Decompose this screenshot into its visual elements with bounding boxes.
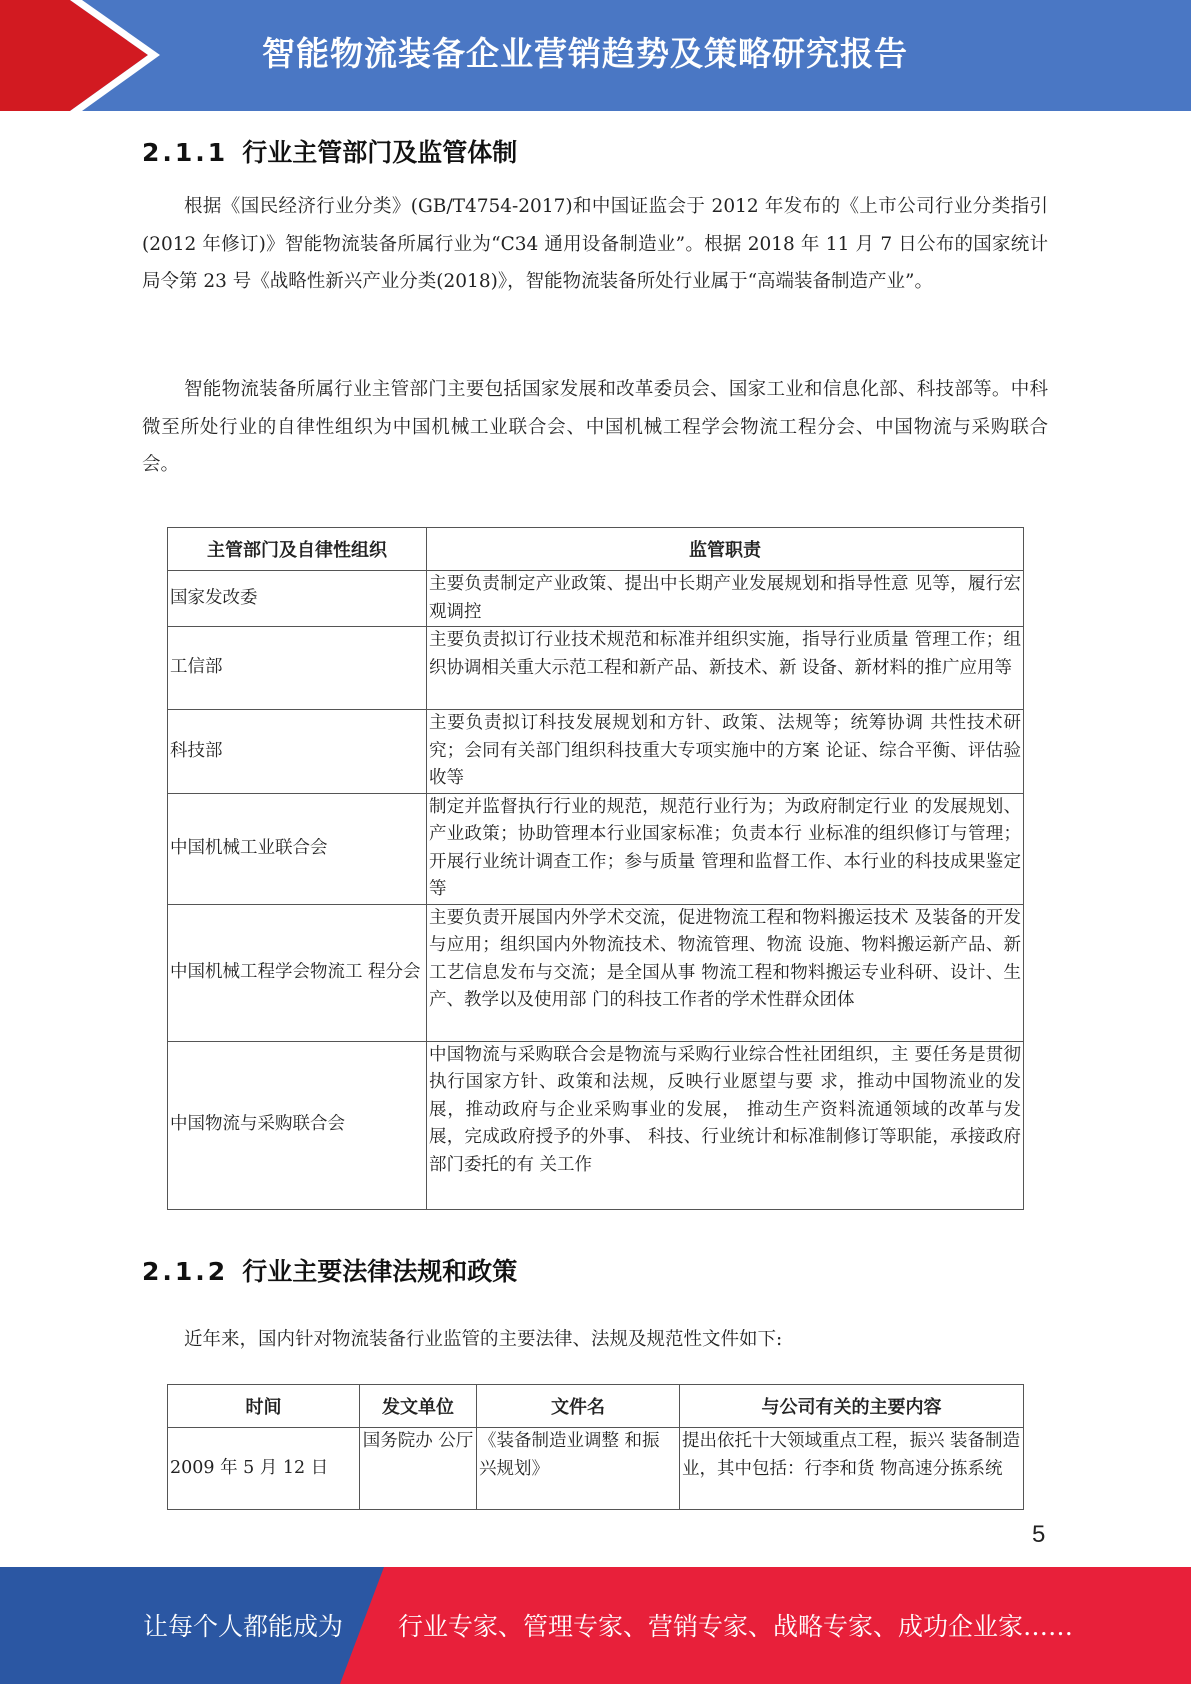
page-number: 5 xyxy=(1032,1521,1046,1548)
section-number: 2.1.1 xyxy=(142,138,229,167)
section-heading-2-1-1 xyxy=(142,133,517,169)
table-row xyxy=(168,1428,1024,1510)
content-cell: 提出依托十大领域重点工程，振兴 装备制造业，其中包括：行李和货 物高速分拣系统 xyxy=(680,1428,1024,1510)
column-header-date: 时间 xyxy=(168,1385,360,1428)
paragraph-authorities: 智能物流装备所属行业主管部门主要包括国家发展和改革委员会、国家工业和信息化部、科技部等。中科微至所处行业的自律性组织为中国机械工业联合会、中国机械工程学会物流工程分会、中国物流与采购联合会。 xyxy=(142,379,1048,475)
doc-cell: 《装备制造业调整 和振兴规划》 xyxy=(477,1428,680,1510)
table-row xyxy=(168,627,1024,710)
column-header-doc: 文件名 xyxy=(477,1385,680,1428)
section-number: 2.1.2 xyxy=(142,1257,229,1286)
table-row xyxy=(168,1041,1024,1209)
table-row xyxy=(168,710,1024,794)
table-header-row xyxy=(168,528,1024,571)
section-title: 行业主管部门及监管体制 xyxy=(242,138,518,167)
report-title: 智能物流装备企业营销趋势及策略研究报告 xyxy=(262,34,908,73)
table-header-row xyxy=(168,1385,1024,1428)
duty-cell: 主要负责拟订行业技术规范和标准并组织实施，指导行业质量 管理工作；组织协调相关重大示范工程和新产品、新技术、新 设备、新材料的推广应用等 xyxy=(427,627,1024,710)
duty-cell: 制定并监督执行行业的规范，规范行业行为；为政府制定行业 的发展规划、产业政策；协助管理本行业国家标准；负责本行 业标准的组织修订与管理；开展行业统计调查工作；参与质量 管理和监督工作、本行业的科技成果鉴定等 xyxy=(427,793,1024,904)
column-header-issuer: 发文单位 xyxy=(360,1385,477,1428)
footer-slogan-right: 行业专家、管理专家、营销专家、战略专家、成功企业家…… xyxy=(398,1612,1074,1641)
duty-cell: 主要负责拟订科技发展规划和方针、政策、法规等；统筹协调 共性技术研究；会同有关部门组织科技重大专项实施中的方案 论证、综合平衡、评估验收等 xyxy=(427,710,1024,794)
footer-slogan-left: 让每个人都能成为 xyxy=(143,1612,344,1641)
duty-cell: 中国物流与采购联合会是物流与采购行业综合性社团组织，主 要任务是贯彻执行国家方针、政策和法规，反映行业愿望与要 求，推动中国物流业的发展，推动政府与企业采购事业的发展， 推动生产资料流通领域的改革与发展，完成政府授予的外事、 科技、行业统计和标准制修订等职能，承接政府部门委托的有 关工作 xyxy=(427,1041,1024,1209)
laws-regulations-table xyxy=(167,1384,1024,1510)
paragraph-laws-intro: 近年来，国内针对物流装备行业监管的主要法律、法规及规范性文件如下: xyxy=(184,1329,783,1350)
org-cell: 中国机械工业联合会 xyxy=(168,793,427,904)
org-cell: 中国物流与采购联合会 xyxy=(168,1041,427,1209)
footer-banner xyxy=(0,1567,1191,1684)
regulatory-authorities-table xyxy=(167,527,1024,1210)
issuer-cell: 国务院办 公厅 xyxy=(360,1428,477,1510)
org-cell: 国家发改委 xyxy=(168,571,427,627)
paragraph-industry-classification: 根据《国民经济行业分类》(GB/T4754-2017)和中国证监会于 2012 年发布的《上市公司行业分类指引(2012 年修订)》智能物流装备所属行业为“C34 通用设备制造业”。根据 2018 年 11 月 7 日公布的国家统计局令第 23 号《战略性新兴产业分类(2018)》，智能物流装备所处行业属于“高端装备制造产业”。 xyxy=(142,196,1048,292)
header-banner xyxy=(0,0,1191,111)
column-header-duty: 监管职责 xyxy=(427,528,1024,571)
org-cell: 科技部 xyxy=(168,710,427,794)
duty-cell: 主要负责开展国内外学术交流，促进物流工程和物料搬运技术 及装备的开发与应用；组织国内外物流技术、物流管理、物流 设施、物料搬运新产品、新工艺信息发布与交流；是全国从事 物流工程和物料搬运专业科研、设计、生产、教学以及使用部 门的科技工作者的学术性群众团体 xyxy=(427,904,1024,1041)
org-cell: 中国机械工程学会物流工 程分会 xyxy=(168,904,427,1041)
table-row xyxy=(168,793,1024,904)
section-heading-2-1-2 xyxy=(142,1252,517,1288)
column-header-org: 主管部门及自律性组织 xyxy=(168,528,427,571)
table-row xyxy=(168,571,1024,627)
column-header-content: 与公司有关的主要内容 xyxy=(680,1385,1024,1428)
date-cell: 2009 年 5 月 12 日 xyxy=(168,1428,360,1510)
section-title: 行业主要法律法规和政策 xyxy=(242,1257,518,1286)
duty-cell: 主要负责制定产业政策、提出中长期产业发展规划和指导性意 见等，履行宏观调控 xyxy=(427,571,1024,627)
org-cell: 工信部 xyxy=(168,627,427,710)
table-row xyxy=(168,904,1024,1041)
